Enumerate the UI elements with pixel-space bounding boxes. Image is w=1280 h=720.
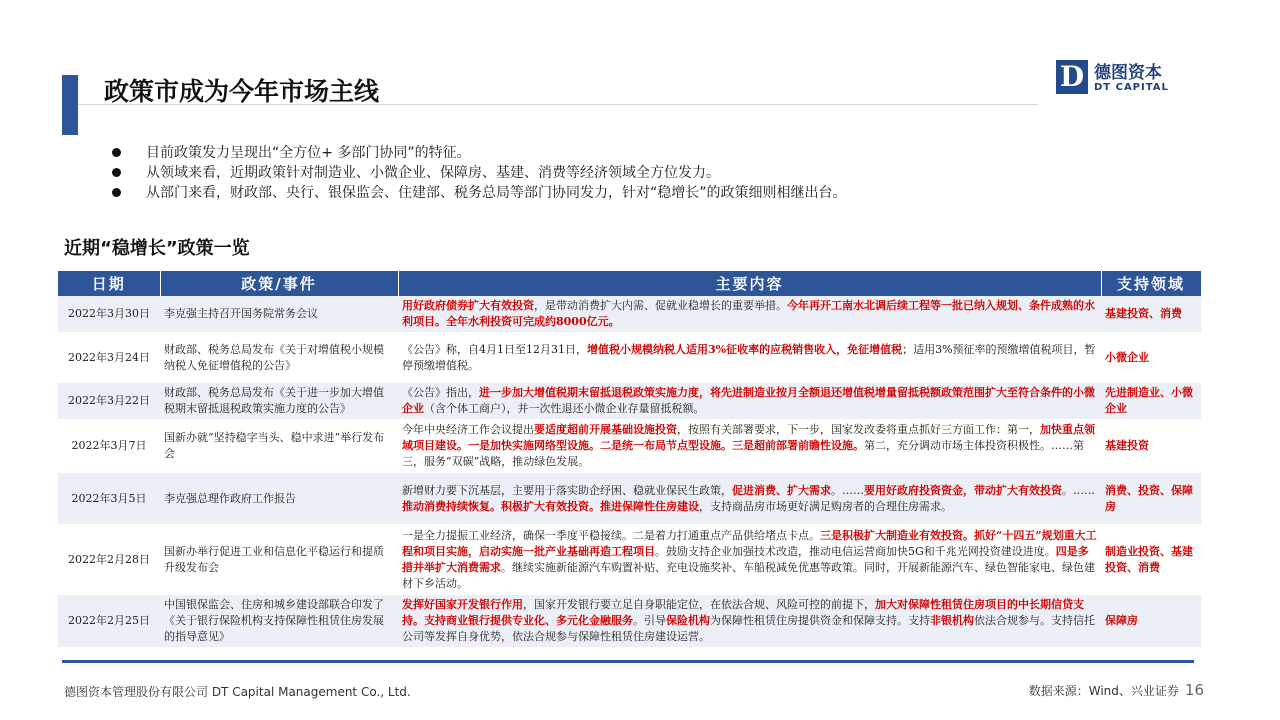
highlighted-text: 促进消费、扩大需求 <box>732 483 831 497</box>
cell-field: 基建投资、消费 <box>1101 296 1201 333</box>
logo-english-name: DT CAPITAL <box>1094 82 1169 93</box>
bullet-item <box>112 143 847 163</box>
policy-table-body <box>58 296 1201 648</box>
cell-event: 国新办举行促进工业和信息化平稳运行和提质升级发布会 <box>160 525 398 595</box>
content-text: 。引导 <box>633 614 666 627</box>
cell-event: 财政部、税务总局发布《关于进一步加大增值税期末留抵退税政策实施力度的公告》 <box>160 383 398 420</box>
table-row <box>58 525 1201 595</box>
footer-company: 德图资本管理股份有限公司 DT Capital Management Co., Ltd. <box>64 685 411 699</box>
content-text: 。…… <box>1062 483 1095 497</box>
title-accent-bar <box>62 75 78 135</box>
highlighted-text: 四是多措并举扩大消费需求 <box>402 544 1089 574</box>
highlighted-text: 要用好政府投资资金，带动扩大有效投资 <box>864 483 1062 497</box>
header-date: 日期 <box>58 271 160 296</box>
cell-date: 2022年3月7日 <box>58 420 160 473</box>
bullet-dot-icon <box>112 168 121 177</box>
highlighted-text: 进一步加大增值税期末留抵退税政策实施力度，将先进制造业按月全额退还增值税增量留抵税额政策范围扩大至符合条件的小微企业 <box>402 386 1095 415</box>
source-note: 数据来源：Wind、兴业证券 <box>1028 684 1179 698</box>
highlighted-text: 加快重点领域项目建设。一是加快实施网络型设施。二是统一布局节点型设施。三是超前部署前瞻性设施。 <box>402 423 1095 452</box>
bullet-text: 目前政策发力呈现出“全方位+ 多部门协同”的特征。 <box>146 145 471 161</box>
cell-content <box>398 595 1101 648</box>
cell-content <box>398 525 1101 595</box>
cell-content <box>398 383 1101 420</box>
content-text: 。继续实施新能源汽车购置补贴、充电设施奖补、车船税减免优惠等政策。同时，开展新能源汽车、绿色智能家电、绿色建材下乡活动。 <box>402 560 1095 590</box>
cell-event: 李克强主持召开国务院常务会议 <box>160 296 398 333</box>
cell-content <box>398 333 1101 383</box>
content-text: ，是带动消费扩大内需、促就业稳增长的重要举措。 <box>534 299 787 312</box>
content-text: ；适用3%预征率的预缴增值税项目，暂停预缴增值税。 <box>402 342 1096 372</box>
table-row <box>58 333 1201 383</box>
table-row <box>58 595 1201 648</box>
company-logo <box>1056 60 1186 96</box>
bullet-text: 从部门来看，财政部、央行、银保监会、住建部、税务总局等部门协同发力，针对“稳增长”的政策细则相继出台。 <box>146 185 847 201</box>
content-text: 新增财力要下沉基层，主要用于落实助企纾困、稳就业保民生政策， <box>402 483 732 497</box>
content-text: （含个体工商户），并一次性退还小微企业存量留抵税额。 <box>424 402 705 415</box>
logo-chinese-name: 德图资本 <box>1094 63 1162 83</box>
content-text: 一是全力提振工业经济，确保一季度平稳接续。二是着力打通重点产品供给堵点卡点。 <box>402 528 820 542</box>
cell-field: 制造业投资、基建投资、消费 <box>1101 525 1201 595</box>
cell-event: 国新办就“坚持稳字当头、稳中求进”举行发布会 <box>160 420 398 473</box>
content-text: 依法合规参与。支持信托公司等发挥自身优势，依法合规参与保障性租赁住房建设运营。 <box>402 614 1095 643</box>
table-title: 近期“稳增长”政策一览 <box>64 238 250 259</box>
cell-date: 2022年3月30日 <box>58 296 160 333</box>
table-header-row <box>58 271 1201 296</box>
bullet-text: 从领域来看，近期政策针对制造业、小微企业、保障房、基建、消费等经济领域全方位发力。 <box>146 165 720 181</box>
cell-content <box>398 473 1101 525</box>
cell-field: 基建投资 <box>1101 420 1201 473</box>
header-field: 支持领域 <box>1101 271 1201 296</box>
highlighted-text: 加大对保障性租赁住房项目的中长期信贷支持。支持商业银行提供专业化、多元化金融服务 <box>402 598 1084 627</box>
table-row <box>58 420 1201 473</box>
highlighted-text: 非银机构 <box>930 614 974 627</box>
cell-field: 消费、投资、保障房 <box>1101 473 1201 525</box>
cell-field: 先进制造业、小微企业 <box>1101 383 1201 420</box>
highlighted-text: 用好政府债券扩大有效投资 <box>402 299 534 312</box>
content-text: 。…… <box>831 483 864 497</box>
highlighted-text: 增值税小规模纳税人适用3%征收率的应税销售收入，免征增值税 <box>587 342 903 356</box>
cell-event: 中国银保监会、住房和城乡建设部联合印发了《关于银行保险机构支持保障性租赁住房发展的指导意见》 <box>160 595 398 648</box>
content-text: ，国家开发银行要立足自身职能定位，在依法合规、风险可控的前提下， <box>523 598 875 611</box>
cell-date: 2022年3月5日 <box>58 473 160 525</box>
summary-bullets <box>112 143 847 203</box>
bullet-dot-icon <box>112 188 121 197</box>
cell-event: 财政部、税务总局发布《关于对增值税小规模纳税人免征增值税的公告》 <box>160 333 398 383</box>
cell-field: 小微企业 <box>1101 333 1201 383</box>
page-title: 政策市成为今年市场主线 <box>104 77 380 106</box>
bullet-dot-icon <box>112 148 121 157</box>
content-text: 今年中央经济工作会议提出 <box>402 423 534 436</box>
highlighted-text: 要适度超前开展基础设施投资 <box>534 423 677 436</box>
policy-table <box>58 271 1202 648</box>
header-content: 主要内容 <box>398 271 1101 296</box>
bullet-item <box>112 163 847 183</box>
logo-mark-icon: D <box>1056 60 1088 94</box>
content-text: ，支持商品房市场更好满足购房者的合理住房需求。 <box>699 499 952 513</box>
page-number: 16 <box>1184 681 1204 699</box>
table-row <box>58 383 1201 420</box>
highlighted-text: 今年再开工南水北调后续工程等一批已纳入规划、条件成熟的水利项目。全年水利投资可完成约8000亿元。 <box>402 299 1095 328</box>
cell-date: 2022年3月22日 <box>58 383 160 420</box>
highlighted-text: 三是积极扩大制造业有效投资。抓好“十四五”规划重大工程和项目实施，启动实施一批产业基础再造工程项目 <box>402 528 1097 558</box>
content-text: 第二，充分调动市场主体投资积极性。……第三，服务“双碳”战略，推动绿色发展。 <box>402 439 1084 468</box>
content-text: ，按照有关部署要求，下一步，国家发改委将重点抓好三方面工作：第一， <box>677 423 1040 436</box>
cell-content <box>398 420 1101 473</box>
highlighted-text: 保险机构 <box>666 614 710 627</box>
cell-event: 李克强总理作政府工作报告 <box>160 473 398 525</box>
cell-content <box>398 296 1101 333</box>
table-row <box>58 473 1201 525</box>
header-event: 政策/事件 <box>160 271 398 296</box>
footer-divider <box>62 660 1194 663</box>
table-row <box>58 296 1201 333</box>
content-text: 《公告》称，自4月1日至12月31日， <box>402 342 587 356</box>
footer-source <box>1029 681 1204 699</box>
content-text: 《公告》指出， <box>402 386 479 399</box>
cell-date: 2022年2月28日 <box>58 525 160 595</box>
cell-date: 2022年2月25日 <box>58 595 160 648</box>
bullet-item <box>112 183 847 203</box>
cell-date: 2022年3月24日 <box>58 333 160 383</box>
content-text: 。鼓励支持企业加强技术改造，推动电信运营商加快5G和千兆光网投资建设进度。 <box>655 544 1056 558</box>
highlighted-text: 发挥好国家开发银行作用 <box>402 598 523 611</box>
highlighted-text: 推动消费持续恢复。积极扩大有效投资。推进保障性住房建设 <box>402 499 699 513</box>
cell-field: 保障房 <box>1101 595 1201 648</box>
content-text: 为保障性租赁住房提供资金和保障支持。支持 <box>710 614 930 627</box>
